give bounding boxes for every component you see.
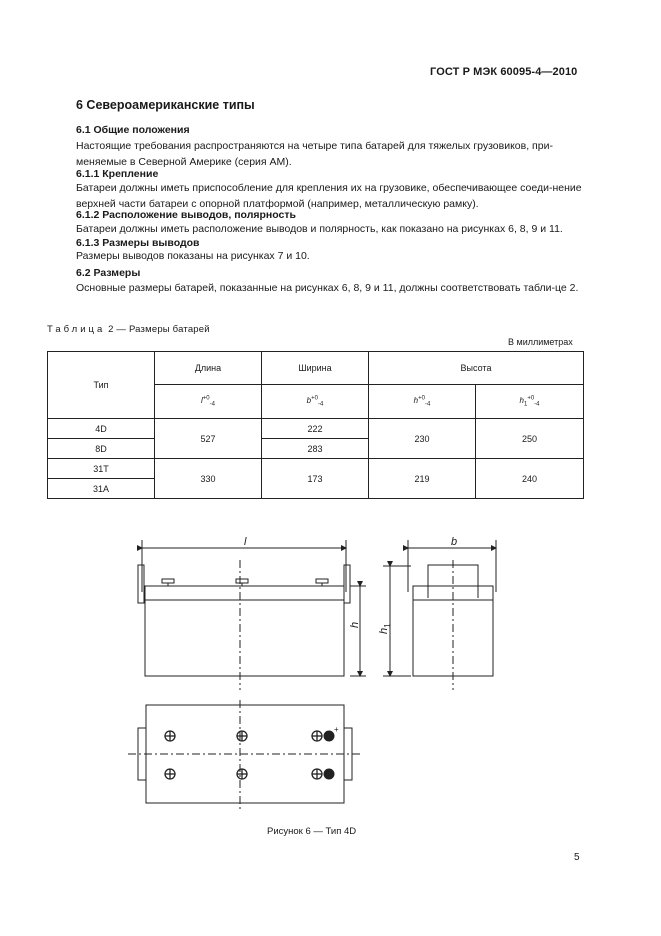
- label-h1-subscript: 1: [383, 623, 392, 628]
- subsection-6-1-text: Настоящие требования распространяются на четыре типа батарей для тяжелых грузовиков, при-меняемые в Северной Америке (серия АМ).: [76, 140, 553, 168]
- subsection-6-1-heading: 6.1 Общие положения: [76, 124, 190, 136]
- subsection-6-1-3-heading: 6.1.3 Размеры выводов: [76, 237, 200, 249]
- h1-tol-bottom: -4: [534, 401, 540, 408]
- battery-lid: [145, 586, 344, 600]
- subsection-6-1-2-heading: 6.1.2 Расположение выводов, полярность: [76, 209, 296, 221]
- subsection-6-1-1-heading: 6.1.1 Крепление: [76, 168, 159, 180]
- header-type: Тип: [48, 352, 155, 419]
- battery-drawing: [0, 520, 661, 820]
- label-l: l: [244, 536, 247, 548]
- table-row-type: 31A: [48, 479, 155, 499]
- cell-length-31: 330: [155, 459, 262, 499]
- h1-symbol: h: [519, 396, 524, 406]
- cell-height1-31: 240: [476, 459, 584, 499]
- header-h-symbol: [369, 385, 476, 419]
- table-row-type: 31T: [48, 459, 155, 479]
- label-h1: [378, 623, 392, 634]
- h-tol-bottom: -4: [424, 401, 431, 408]
- header-height: Высота: [369, 352, 584, 385]
- cell-width-4d: 222: [262, 419, 369, 439]
- table-row-type: 8D: [48, 439, 155, 459]
- label-b: b: [451, 536, 458, 548]
- handle-left: [138, 565, 144, 603]
- battery-case: [145, 600, 344, 676]
- b-symbol: b: [306, 396, 312, 406]
- table-caption-rest: 2 — Размеры батарей: [105, 324, 210, 335]
- page-number: 5: [574, 852, 580, 863]
- header-length: Длина: [155, 352, 262, 385]
- h1-subscript: 1: [523, 401, 528, 408]
- section-title: 6 Североамериканские типы: [76, 98, 255, 112]
- table-caption: [47, 324, 210, 335]
- top-view: [128, 700, 362, 810]
- h1-tol-top: +0: [527, 395, 535, 402]
- cell-height-4d-8d: 230: [369, 419, 476, 459]
- label-h1-letter: h: [378, 627, 390, 634]
- header-l-symbol: [155, 385, 262, 419]
- positive-terminal: [324, 731, 334, 741]
- plus-label: +: [334, 725, 339, 734]
- cell-length-4d-8d: 527: [155, 419, 262, 459]
- h-tol-top: +0: [418, 395, 425, 402]
- header-width: Ширина: [262, 352, 369, 385]
- b-tol-bottom: -4: [317, 401, 324, 408]
- cell-width-8d: 283: [262, 439, 369, 459]
- subsection-6-1-3-text: Размеры выводов показаны на рисунках 7 и 10.: [76, 250, 310, 262]
- l-symbol: l: [201, 396, 203, 406]
- table-caption-label: Таблица: [47, 324, 106, 335]
- subsection-6-2-heading: 6.2 Размеры: [76, 267, 141, 279]
- subsection-6-1-1-text: Батареи должны иметь приспособление для крепления их на грузовике, обеспечивающее соеди-нение верхней части батареи с опорной платформой (например, металлическую рамку).: [76, 182, 582, 210]
- header-b-symbol: [262, 385, 369, 419]
- handle-right: [344, 565, 350, 603]
- h-symbol: h: [413, 396, 419, 406]
- cell-height-31: 219: [369, 459, 476, 499]
- document-code: ГОСТ Р МЭК 60095-4—2010: [430, 66, 578, 78]
- table-row-type: 4D: [48, 419, 155, 439]
- subsection-6-1-2-text: Батареи должны иметь расположение выводов и полярность, как показано на рисунках 6, 8, 9 и 11.: [76, 223, 563, 235]
- label-h: h: [349, 621, 361, 628]
- table-units: В миллиметрах: [508, 337, 573, 347]
- cell-width-31: 173: [262, 459, 369, 499]
- figure-caption: Рисунок 6 — Тип 4D: [267, 826, 357, 837]
- cell-height1-4d-8d: 250: [476, 419, 584, 459]
- dimensions-table: [47, 351, 584, 499]
- l-tol-top: +0: [202, 395, 210, 402]
- l-tol-bottom: -4: [209, 401, 215, 408]
- subsection-6-2-text: Основные размеры батарей, показанные на рисунках 6, 8, 9 и 11, должны соответствовать табли-це 2.: [76, 282, 579, 294]
- terminal-posts: [162, 579, 328, 586]
- header-h1-symbol: [476, 385, 584, 419]
- front-view: [138, 540, 366, 690]
- negative-terminal: [324, 769, 334, 779]
- b-tol-top: +0: [311, 395, 318, 402]
- terminal-symbols: [165, 731, 322, 779]
- side-view: [383, 540, 496, 690]
